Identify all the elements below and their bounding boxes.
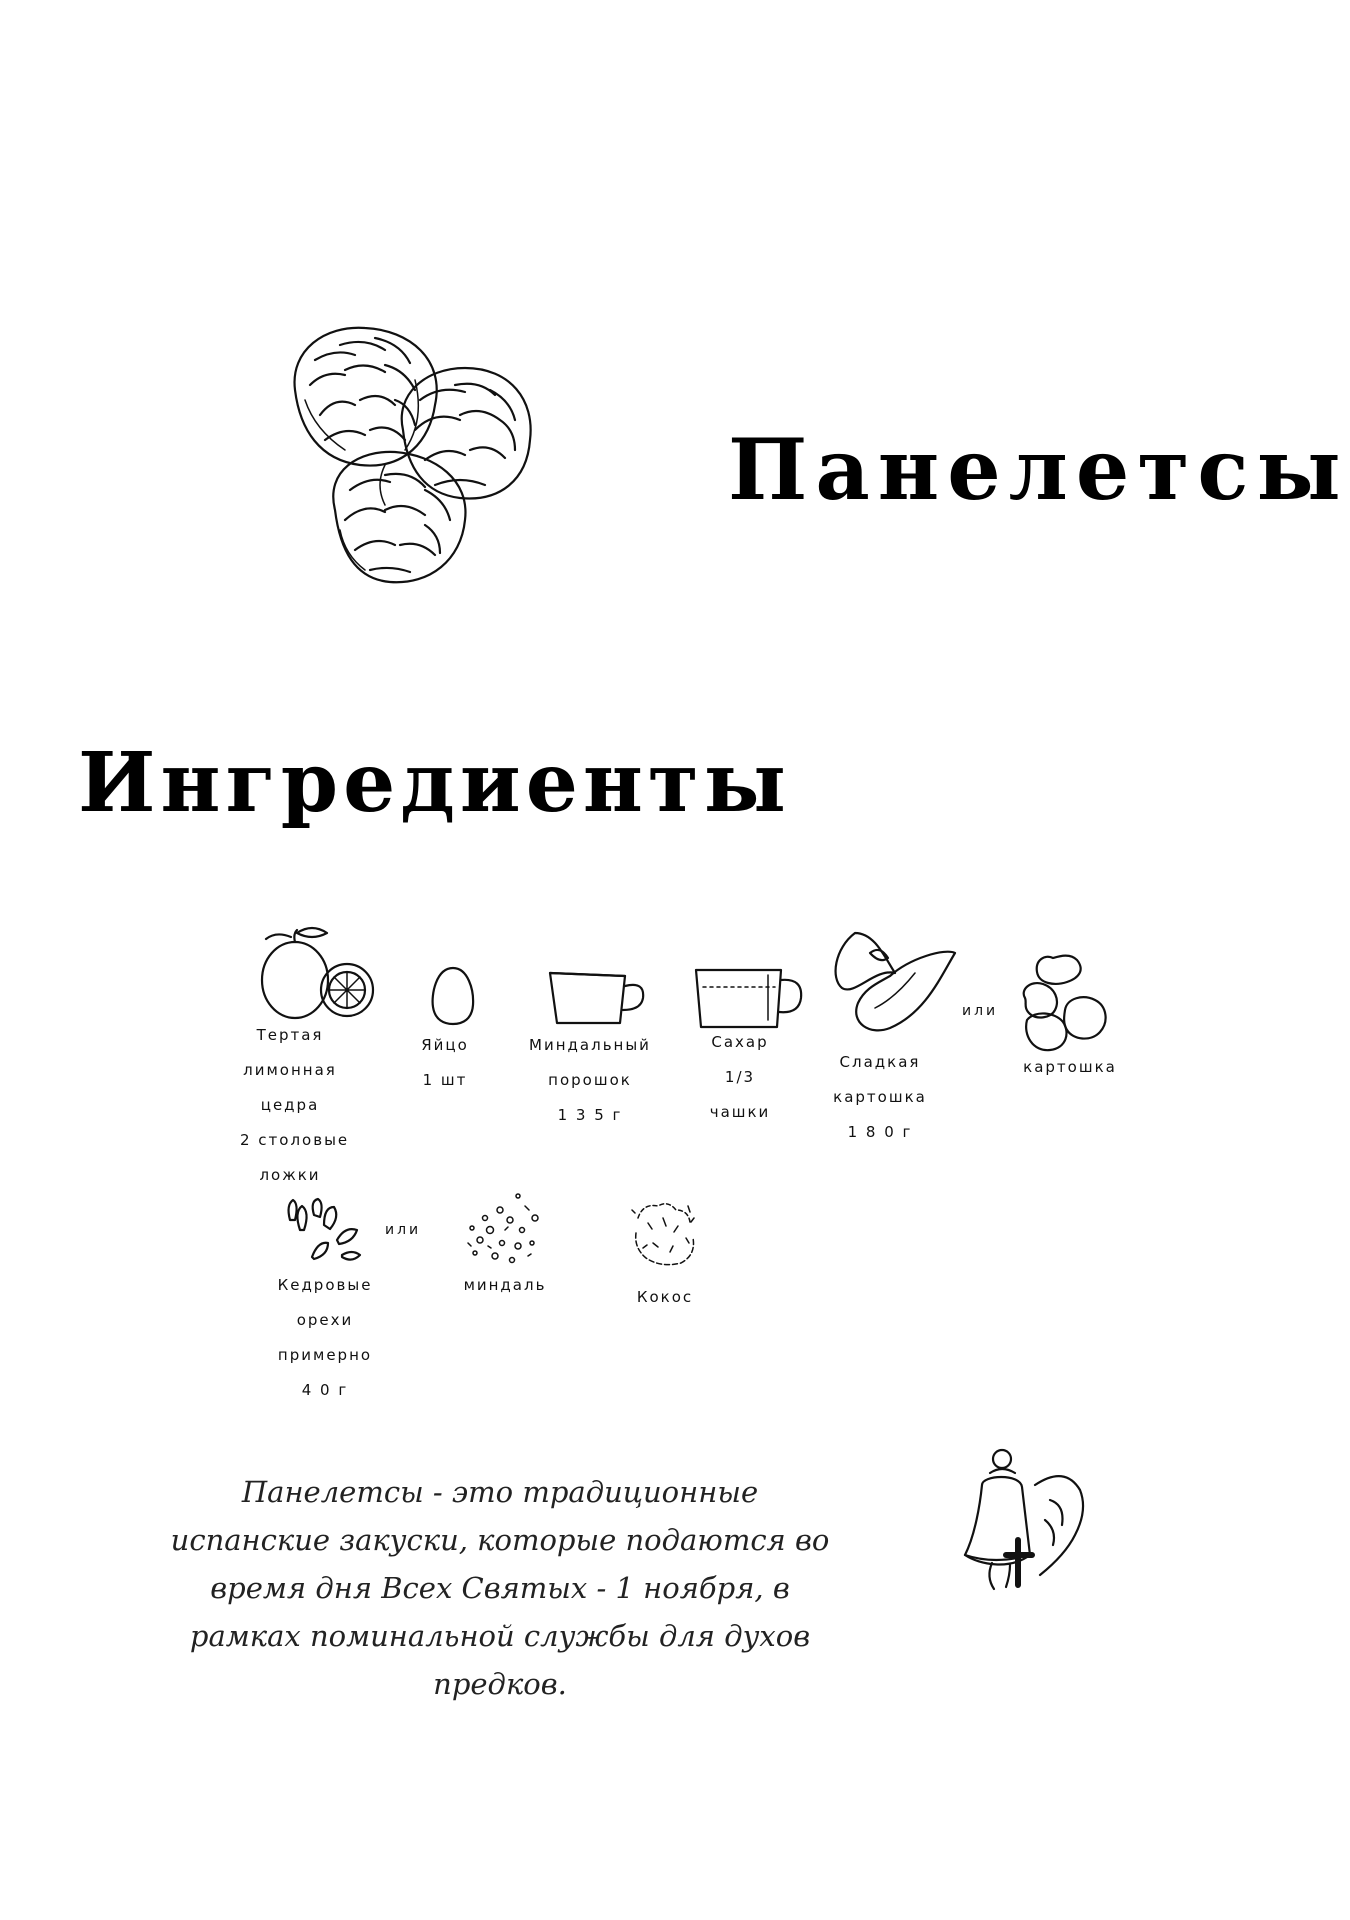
cup-icon <box>545 968 650 1030</box>
pine-nuts-icon <box>282 1195 367 1270</box>
label-line: 1 шт <box>422 1071 468 1089</box>
label-line: цедра <box>260 1096 320 1114</box>
description-text: Панелетсы - это традиционные испанские закуски, которые подаются во время дня Всех Святых - 1 ноября, в рамках поминальной службы для духов предков. <box>170 1475 830 1701</box>
coconut-icon <box>628 1198 703 1268</box>
egg-icon <box>428 965 478 1027</box>
or-label: или <box>385 1222 422 1238</box>
label-line: порошок <box>548 1071 632 1089</box>
label-line: Кедровые <box>277 1276 373 1294</box>
ingredient-label-sweet-potato <box>820 1045 940 1150</box>
label-line: 1 3 5 г <box>557 1106 623 1124</box>
measuring-cup-icon <box>693 965 805 1033</box>
label-line: примерно <box>277 1346 373 1364</box>
label-line: Миндальный <box>529 1036 651 1054</box>
ingredient-label-egg <box>405 1028 485 1098</box>
lemon-icon <box>255 925 375 1025</box>
label-line: миндаль <box>463 1276 547 1294</box>
label-line: картошка <box>1023 1058 1117 1076</box>
ingredient-label-potato <box>1015 1050 1125 1085</box>
ingredient-label-almond <box>455 1268 555 1303</box>
sweet-potato-icon <box>830 928 960 1038</box>
ingredient-label-almond-powder <box>520 1028 660 1133</box>
ingredient-label-lemon <box>240 1018 350 1193</box>
section-title-ingredients: Ингредиенты <box>78 735 791 831</box>
ingredient-label-pine-nuts <box>270 1268 380 1408</box>
bell-cross-icon <box>960 1445 1090 1595</box>
or-label: или <box>962 1003 999 1019</box>
label-line: Сахар <box>711 1033 769 1051</box>
potato-icon <box>1015 950 1115 1060</box>
ingredient-label-sugar <box>700 1025 780 1130</box>
ingredient-label-coconut <box>620 1280 710 1315</box>
panellets-illustration <box>285 320 635 670</box>
label-line: Тертая <box>256 1026 324 1044</box>
label-line: чашки <box>709 1103 771 1121</box>
label-line: лимонная <box>243 1061 337 1079</box>
label-line: 2 столовые <box>240 1131 350 1149</box>
label-line: орехи <box>296 1311 354 1329</box>
label-line: 4 0 г <box>301 1381 349 1399</box>
label-line: картошка <box>833 1088 927 1106</box>
page-title: Панелетсы <box>728 420 1349 519</box>
almond-crumbs-icon <box>460 1188 545 1268</box>
label-line: ложки <box>259 1166 321 1184</box>
label-line: 1/3 <box>724 1068 756 1086</box>
label-line: Кокос <box>636 1288 694 1306</box>
label-line: Яйцо <box>421 1036 469 1054</box>
label-line: Сладкая <box>839 1053 921 1071</box>
label-line: 1 8 0 г <box>847 1123 913 1141</box>
